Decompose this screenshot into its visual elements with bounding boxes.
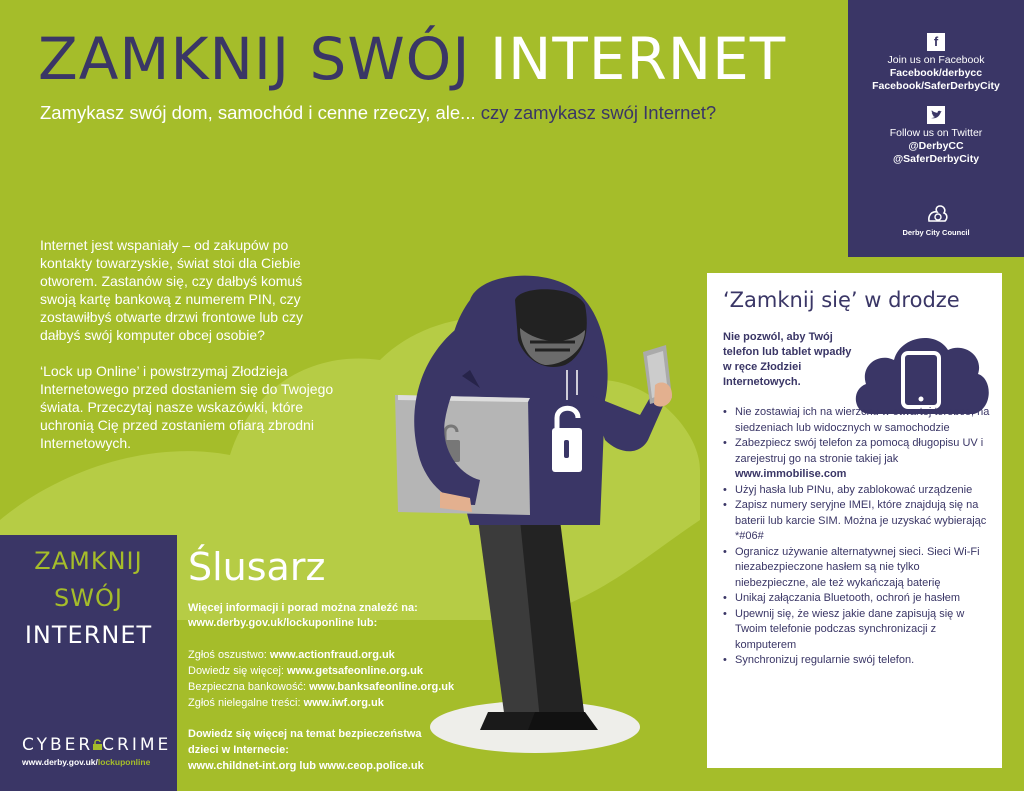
on-the-go-box: [707, 273, 1002, 768]
facebook-intro: Join us on Facebook: [887, 54, 985, 66]
list-item: • Upewnij się, że wiesz jakie dane zapisują się w Twoim telefonie podczas synchronizacji z komputerem: [723, 607, 993, 654]
subtitle-main: Zamykasz swój dom, samochód i cenne rzeczy, ale...: [40, 102, 476, 123]
council-name: Derby City Council: [902, 228, 970, 237]
title-dark: ZAMKNIJ SWÓJ: [38, 25, 471, 93]
tips-list: [723, 405, 993, 669]
more-info-line-2[interactable]: www.derby.gov.uk/lockuponline lub:: [188, 617, 378, 629]
link-getsafeonline[interactable]: www.getsafeonline.org.uk: [287, 665, 423, 677]
link-row: Bezpieczna bankowość: www.banksafeonline.org.uk: [188, 681, 455, 693]
twitter-handle-1[interactable]: @DerbyCC: [908, 140, 964, 152]
link-actionfraud[interactable]: www.actionfraud.org.uk: [269, 649, 395, 661]
padlock-icon: [93, 735, 102, 746]
page-title: [38, 25, 787, 93]
social-panel: [848, 0, 1024, 257]
on-the-go-title: ‘Zamknij się’ w drodze: [723, 288, 960, 312]
facebook-icon[interactable]: f: [927, 33, 945, 51]
list-item: • Zapisz numery seryjne IMEI, które znajdują się na baterii lub karcie SIM. Można je uzyskać wybierając *#06#: [723, 498, 993, 545]
link-row: Dowiedz się więcej: www.getsafeonline.org.uk: [188, 665, 423, 677]
link-immobilise[interactable]: www.immobilise.com: [735, 468, 847, 480]
cybercrime-right: CRIME: [102, 735, 172, 755]
link-iwf[interactable]: www.iwf.org.uk: [303, 697, 384, 709]
more-info-line-1: Więcej informacji i porad można znaleźć na:: [188, 602, 418, 614]
list-item: • Ogranicz używanie alternatywnej sieci. Sieci Wi-Fi niezabezpieczone hasłem są nie tylko niebezpieczne, ale też wykańczają baterię: [723, 545, 993, 592]
list-item: • Zabezpiecz swój telefon za pomocą długopisu UV i zarejestruj go na stronie takiej jak www.immobilise.com: [723, 436, 993, 483]
intro-paragraph-1: Internet jest wspaniały – od zakupów po kontakty towarzyskie, świat stoi dla Ciebie otworem. Zastanów się, czy dałbyś komuś swoją kartę bankową z numerem PIN, czy zostawiłbyś otwarte drzwi frontowe lub czy dałbyś swój komputer obcej osobie?: [40, 237, 303, 343]
subtitle-accent: czy zamykasz swój Internet?: [480, 102, 717, 123]
twitter-intro: Follow us on Twitter: [889, 127, 983, 139]
twitter-handle-2[interactable]: @SaferDerbyCity: [892, 153, 980, 165]
link-row: Zgłoś oszustwo: www.actionfraud.org.uk: [188, 649, 395, 661]
list-item: • Synchronizuj regularnie swój telefon.: [723, 653, 993, 669]
children-links[interactable]: www.childnet-int.org lub www.ceop.police.uk: [188, 760, 424, 772]
list-item: • Unikaj załączania Bluetooth, ochroń je hasłem: [723, 591, 993, 607]
lock-panel-line-1: ZAMKNIJ: [34, 547, 143, 575]
lockuponline-url[interactable]: [22, 757, 150, 767]
children-line-1: Dowiedz się więcej na temat bezpieczeństwa: [188, 728, 422, 740]
link-banksafeonline[interactable]: www.banksafeonline.org.uk: [309, 681, 455, 693]
list-item: • Użyj hasła lub PINu, aby zablokować urządzenie: [723, 483, 993, 499]
cybercrime-logo: [22, 735, 171, 755]
link-row: Zgłoś nielegalne treści: www.iwf.org.uk: [188, 697, 384, 709]
lock-panel-line-2: SWÓJ: [54, 584, 123, 612]
children-line-2: dzieci w Internecie:: [188, 744, 289, 756]
intro-paragraph-2: ‘Lock up Online’ i powstrzymaj Złodzieja Internetowego przed dostaniem się do Twojego świata. Przeczytaj nasze wskazówki, które uchronią Cię przed zostaniem ofiarą zbrodni Internetowych.: [40, 363, 334, 451]
cybercrime-left: CYBER: [22, 735, 94, 755]
url-suffix: lockuponline: [97, 757, 151, 767]
intro-text: [40, 236, 340, 470]
facebook-page-2[interactable]: Facebook/SaferDerbyCity: [872, 80, 1000, 92]
page-subtitle: [40, 102, 716, 124]
url-prefix: www.derby.gov.uk/: [22, 757, 98, 767]
on-the-go-intro: Nie pozwól, aby Twój telefon lub tablet wpadły w ręce Złodziei Internetowych.: [723, 331, 852, 388]
list-item: • Nie zostawiaj ich na wierzchu w otwartej torebce, na siedzeniach lub widocznych w samochodzie: [723, 405, 993, 436]
derby-council-logo-icon: [926, 203, 950, 225]
title-light: INTERNET: [489, 25, 787, 93]
lock-panel-line-3: INTERNET: [24, 621, 153, 649]
facebook-page-1[interactable]: Facebook/derbycc: [889, 67, 983, 79]
slusarz-title: Ślusarz: [188, 545, 326, 589]
twitter-icon[interactable]: [927, 106, 945, 124]
